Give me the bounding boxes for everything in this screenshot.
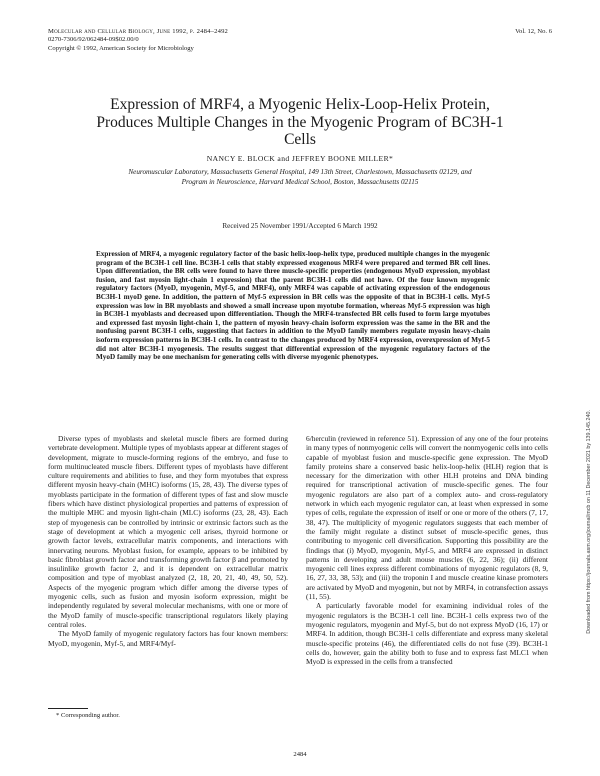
journal-citation: Molecular and Cellular Biology, June 1992, p. 2484–2492: [48, 28, 229, 35]
running-header: [48, 28, 552, 53]
footnote-rule: [48, 708, 88, 709]
body-paragraph: The MyoD family of myogenic regulatory factors has four known members: MyoD, myogenin, Myf-5, and MRF4/Myf-: [48, 629, 288, 648]
body-paragraph: 6/herculin (reviewed in reference 51). Expression of any one of the four proteins in many types of nonmyogenic cells will convert the nonmyogenic cells into cells capable of myoblast fusion and muscle-specific gene expression. The MyoD family proteins share a conserved basic helix-loop-helix (HLH) region that is necessary for the dimerization with other HLH proteins and DNA binding required for transcriptional activation of muscle-specific genes. The four myogenic regulators are also part of a complex auto- and cross-regulatory network in which each myogenic regulator can, at least when expressed in some types of cells, regulate the expression of itself or one or more of the others (7, 17, 38, 47). The multiplicity of myogenic regulators suggests that each member of the family might regulate a distinct subset of muscle-specific genes, thus contributing to myogenic cell diversification. Supporting this possibility are the findings that (i) MyoD, myogenin, Myf-5, and MRF4 are expressed in distinct patterns in developing and adult mouse muscles (6, 22, 36); (ii) different myogenic cell lines express different combinations of myogenic regulators (8, 9, 16, 27, 33, 38, 53); and (iii) the troponin I and muscle creatine kinase promoters are activated by MyoD and myogenin, but not by MRF4, in cotransfection assays (11, 55).: [306, 434, 548, 602]
body-paragraph: A particularly favorable model for examining individual roles of the myogenic regulators is the BC3H-1 cell line. BC3H-1 cells express two of the myogenic regulators, myogenin and Myf-5, but do not express MyoD (16, 17) or MRF4. In addition, though BC3H-1 cells differentiate and express many skeletal muscle-specific proteins (46), the differentiated cells do not fuse (39). BC3H-1 cells do, however, gain the ability both to fuse and to express fast MLC1 when MyoD is expressed in the cells from a transfected: [306, 601, 548, 667]
received-accepted-dates: Received 25 November 1991/Accepted 6 March 1992: [222, 222, 378, 230]
issn-line: 0270-7306/92/062484-09$02.00/0: [48, 36, 139, 44]
copyright-line: Copyright © 1992, American Society for Microbiology: [48, 44, 194, 52]
corresponding-author-footnote: * Corresponding author.: [56, 712, 120, 719]
body-column-left: [48, 434, 288, 648]
article-title: Expression of MRF4, a Myogenic Helix-Loop-Helix Protein, Produces Multiple Changes in the Myogenic Program of BC3H-1 Cells: [96, 96, 504, 148]
body-column-right: [306, 434, 548, 666]
page-number: 2484: [293, 751, 307, 758]
author-affiliation: Neuromuscular Laboratory, Massachusetts General Hospital, 149 13th Street, Charlestown, Massachusetts 02129, and Program in Neuroscience, Harvard Medical School, Boston, Massachusetts 02115: [128, 168, 472, 186]
abstract: Expression of MRF4, a myogenic regulatory factor of the basic helix-loop-helix type, produced multiple changes in the myogenic program of the BC3H-1 cell line. BC3H-1 cells that stably expressed exogenous MRF4 were prepared and termed BR cell lines. Upon differentiation, the BR cells were found to have three muscle-specific properties (endogenous MyoD expression, myoblast fusion, and fast myosin light-chain 1 expression) that the parent BC3H-1 cells did not have. Of the four known myogenic regulatory factors (MyoD, myogenin, Myf-5, and MRF4), only MRF4 was capable of activating expression of the endogenous BC3H-1 myoD gene. In addition, the pattern of Myf-5 expression in BR cells was the opposite of that in BC3H-1 cells. Myf-5 expression was low in BR myoblasts and showed a small increase upon myotube formation, whereas Myf-5 expression was high in BC3H-1 myoblasts and decreased upon differentiation. Though the MRF4-transfected BR cells fused to form large myotubes and expressed fast myosin light-chain 1, the pattern of myosin heavy-chain isoform expression was the same in the BR and the nonfusing parent BC3H-1 cells, suggesting that factors in addition to the MyoD family members regulate myosin heavy-chain isoform expression patterns in BC3H-1 cells. In contrast to the changes produced by MRF4 expression, overexpression of Myf-5 did not alter BC3H-1 myogenesis. The results suggest that differential expression of the myogenic regulatory factors of the MyoD family may be one mechanism for generating cells with diverse myogenic phenotypes.: [96, 250, 490, 362]
body-paragraph: Diverse types of myoblasts and skeletal muscle fibers are formed during vertebrate development. Multiple types of myoblasts appear at different stages of development, migrate to muscle-forming regions of the embryo, and fuse to form multinucleated muscle fibers. Different types of myoblasts have different culture requirements and abilities to fuse, and they form myotubes that express different myosin heavy-chain (MHC) isoforms (15, 28, 43). The diverse types of myoblasts participate in the formation of different types of fast and slow muscle fibers which have distinct physiological properties and patterns of expression of the multiple MHC and myosin light-chain (MLC) isoforms (23, 28, 43). Each step of myogenesis can be controlled by intrinsic or extrinsic factors such as the stage of development at which a myogenic cell arises, thyroid hormone or growth factor levels, extracellular matrix components, and interactions with innervating neurons. Myoblast fusion, for example, appears to be inhibited by basic fibroblast growth factor and transforming growth factor β and promoted by insulinlike growth factor 2, and it is dependent on extracellular matrix composition and type of myoblast analyzed (2, 18, 20, 21, 40, 49, 50, 52). Aspects of the myogenic program which differ among the diverse types of myogenic cells, such as fusion and myosin isoform expression, might be independently regulated by several molecular mechanisms, with one or more of the MyoD family of muscle-specific transcriptional regulators likely playing central roles.: [48, 434, 288, 629]
download-watermark: Downloaded from https://journals.asm.org/journal/mcb on 11 December 2021 by 139.145.240.: [586, 410, 592, 634]
volume-issue: Vol. 12, No. 6: [515, 28, 552, 35]
author-list: NANCY E. BLOCK and JEFFREY BOONE MILLER*: [206, 154, 394, 163]
